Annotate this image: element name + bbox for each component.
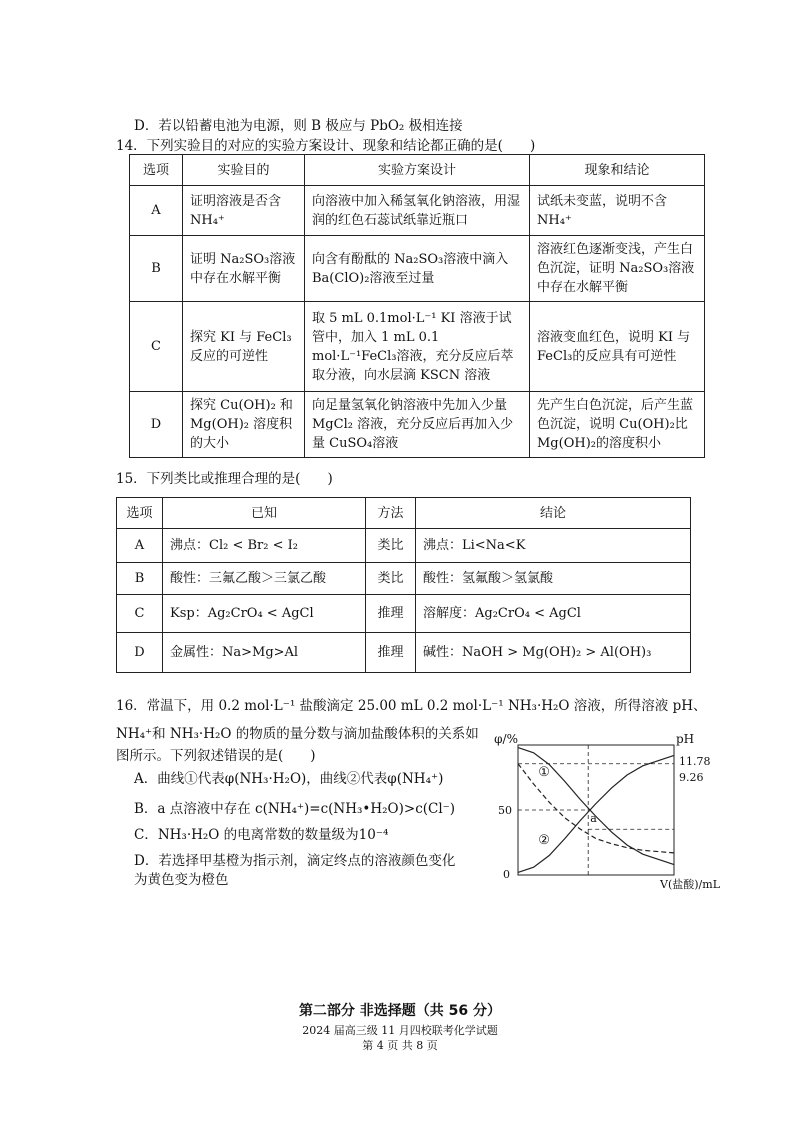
q14-design: 向足量氢氧化钠溶液中先加入少量 MgCl₂ 溶液，充分反应后再加入少量 CuSO₄溶液 [305,392,530,458]
q14-option: C [130,302,183,392]
q16-option-c: C．NH₃·H₂O 的电离常数的数量级为10⁻⁴ [134,827,389,843]
table-row [130,236,705,302]
q14-result: 溶液变血红色，说明 KI 与 FeCl₃的反应具有可逆性 [530,302,705,392]
table-row [130,186,705,236]
q16-stem-line1: 16．常温下，用 0.2 mol·L⁻¹ 盐酸滴定 25.00 mL 0.2 mol·L⁻¹ NH₃·H₂O 溶液，所得溶液 pH、 [116,698,707,714]
q14-result: 试纸未变蓝，说明不含NH₄⁺ [530,186,705,236]
q14-header: 选项 [130,155,183,186]
q14-design: 向溶液中加入稀氢氧化钠溶液，用湿润的红色石蕊试纸靠近瓶口 [305,186,530,236]
q15-header: 结论 [416,498,691,529]
titration-chart [480,728,720,893]
q15-conclusion: 酸性：氢氟酸＞氢氯酸 [416,563,691,595]
point-a-label: a [590,812,597,825]
q15-header-row [117,498,691,529]
table-row [130,392,705,458]
q14-goal: 探究 Cu(OH)₂ 和 Mg(OH)₂ 溶度积的大小 [183,392,305,458]
q14-result: 先产生白色沉淀，后产生蓝色沉淀，说明 Cu(OH)₂比 Mg(OH)₂的溶度积小 [530,392,705,458]
q15-option: B [117,563,163,595]
q16-stem-line3: 图所示。下列叙述错误的是( ) [116,748,316,764]
q14-header-row [130,155,705,186]
q15-method: 推理 [366,595,416,633]
q14-header: 现象和结论 [530,155,705,186]
q14-option: A [130,186,183,236]
table-row [117,633,691,673]
q15-method: 推理 [366,633,416,673]
series-2-label: ② [538,832,550,848]
series-1-label: ① [538,765,550,781]
q15-option: D [117,633,163,673]
q16-option-d-line1: D．若选择甲基橙为指示剂，滴定终点的溶液颜色变化 [134,853,456,869]
q16-option-a: A．曲线①代表φ(NH₃·H₂O)，曲线②代表φ(NH₄⁺) [134,771,444,787]
q14-result: 溶液红色逐渐变浅，产生白色沉淀，证明 Na₂SO₃溶液中存在水解平衡 [530,236,705,302]
table-row [130,302,705,392]
y-right-tick-926: 9.26 [679,771,704,784]
y-left-tick-0: 0 [503,868,510,881]
y-left-label: φ/% [494,732,518,746]
q15-known: 酸性：三氟乙酸＞三氯乙酸 [163,563,366,595]
q15-stem: 15．下列类比或推理合理的是( ) [116,471,333,487]
q15-table [116,497,691,673]
q15-conclusion: 碱性：NaOH > Mg(OH)₂ > Al(OH)₃ [416,633,691,673]
x-axis-label: V(盐酸)/mL [660,878,720,891]
q15-known: 金属性：Na>Mg>Al [163,633,366,673]
q15-header: 已知 [163,498,366,529]
q14-goal: 证明溶液是否含NH₄⁺ [183,186,305,236]
table-row [117,595,691,633]
q15-header: 选项 [117,498,163,529]
q14-header: 实验目的 [183,155,305,186]
q16-stem-line2: NH₄⁺和 NH₃·H₂O 的物质的量分数与滴加盐酸体积的关系如 [116,726,479,742]
q15-method: 类比 [366,563,416,595]
q13-option-d: D．若以铅蓄电池为电源，则 B 极应与 PbO₂ 极相连接 [134,118,463,134]
q14-design: 取 5 mL 0.1mol·L⁻¹ KI 溶液于试管中，加入 1 mL 0.1 mol·L⁻¹FeCl₃溶液，充分反应后萃取分液，向水层滴 KSCN 溶液 [305,302,530,392]
y-right-label: pH [676,732,695,746]
q15-conclusion: 溶解度：Ag₂CrO₄ < AgCl [416,595,691,633]
q14-option: D [130,392,183,458]
q14-header: 实验方案设计 [305,155,530,186]
q14-goal: 证明 Na₂SO₃溶液中存在水解平衡 [183,236,305,302]
q16-option-d-line2: 为黄色变为橙色 [134,872,229,888]
q14-option: B [130,236,183,302]
q16-option-b: B．a 点溶液中存在 c(NH₄⁺)=c(NH₃•H₂O)>c(Cl⁻) [134,801,456,817]
q15-known: 沸点：Cl₂ < Br₂ < I₂ [163,529,366,563]
q14-design: 向含有酚酞的 Na₂SO₃溶液中滴入 Ba(ClO)₂溶液至过量 [305,236,530,302]
y-right-tick-1178: 11.78 [679,755,711,768]
footer-exam: 2024 届高三级 11 月四校联考化学试题 [302,1024,498,1037]
q15-conclusion: 沸点：Li<Na<K [416,529,691,563]
q15-option: A [117,529,163,563]
q15-option: C [117,595,163,633]
q14-goal: 探究 KI 与 FeCl₃反应的可逆性 [183,302,305,392]
q14-table [129,154,705,458]
q14-stem: 14．下列实验目的对应的实验方案设计、现象和结论都正确的是( ) [116,138,536,154]
footer-page: 第 4 页 共 8 页 [362,1039,438,1052]
q15-method: 类比 [366,529,416,563]
table-row [117,529,691,563]
q15-header: 方法 [366,498,416,529]
y-left-tick-50: 50 [498,804,512,817]
part2-title: 第二部分 非选择题（共 56 分） [298,1003,502,1019]
table-row [117,563,691,595]
q15-known: Ksp：Ag₂CrO₄ < AgCl [163,595,366,633]
